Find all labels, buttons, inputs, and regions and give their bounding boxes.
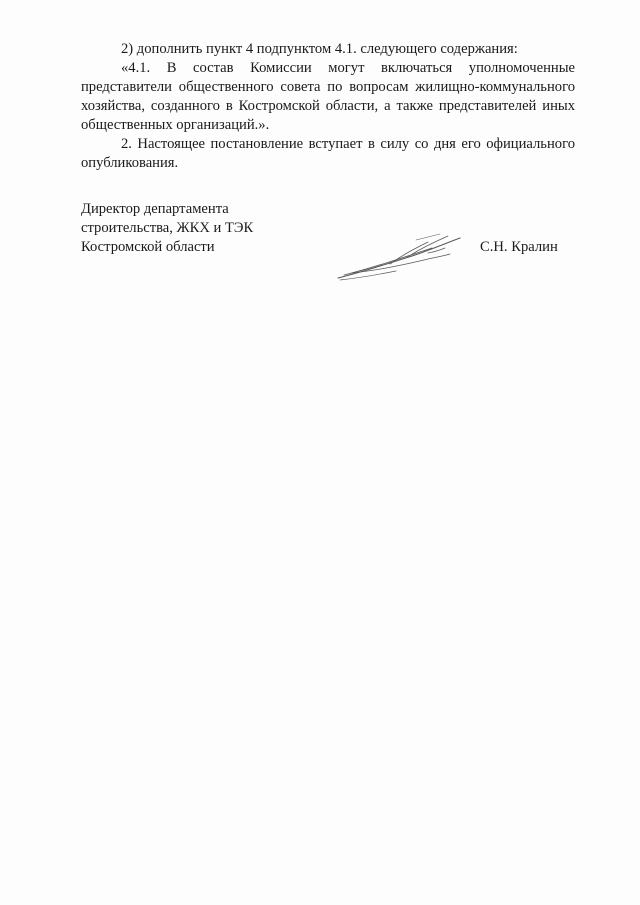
signatory-position-line: Директор департамента	[81, 201, 229, 217]
signatory-position-line: строительства, ЖКХ и ТЭК	[81, 220, 254, 236]
paragraph-amendment-intro: 2) дополнить пункт 4 подпунктом 4.1. следующего содержания:	[121, 41, 518, 57]
paragraph-effective-date: 2. Настоящее постановление вступает в силу со дня его официального опубликования.	[81, 136, 575, 171]
handwritten-signature	[332, 228, 467, 288]
signatory-position	[81, 200, 253, 257]
signatory-name: С.Н. Кралин	[480, 239, 558, 255]
paragraph-subclause-4-1: «4.1. В состав Комиссии могут включаться уполномоченные представители общественного совета по вопросам жилищно-коммунального хозяйства, созданного в Костромской области, а также представителей иных общественных организаций.».	[81, 60, 575, 133]
document-body	[81, 40, 575, 173]
signatory-position-line: Костромской области	[81, 239, 215, 255]
